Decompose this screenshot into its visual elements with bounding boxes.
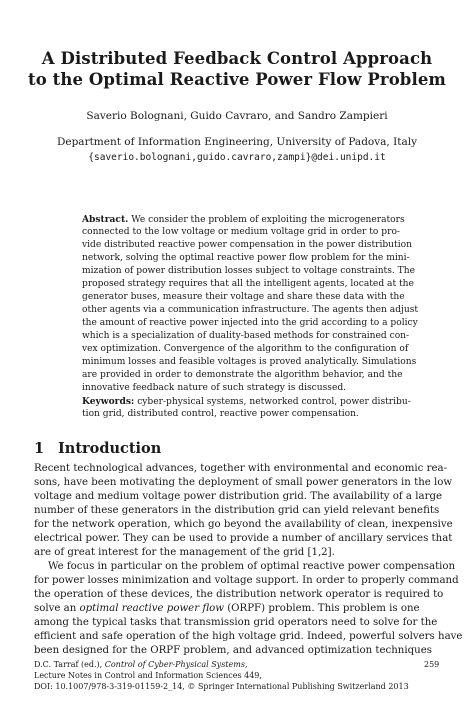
page-number: 259	[424, 660, 440, 669]
section-heading	[34, 440, 161, 457]
abstract-line: which is a specialization of duality-based methods for constrained con-	[82, 331, 410, 341]
abstract-line: generator buses, measure their voltage and share these data with the	[82, 292, 405, 302]
footer-doi: DOI: 10.1007/978-3-319-01159-2_14, © Springer International Publishing Switzerland 2013	[34, 682, 409, 691]
body-line: the operation of these devices, the distribution network operator is required to	[34, 589, 444, 600]
body-line: for power losses minimization and voltage support. In order to properly command	[34, 575, 459, 586]
abstract-line	[82, 214, 405, 225]
abstract-line: are provided in order to demonstrate the algorithm behavior, and the	[82, 370, 403, 380]
body-line: among the typical tasks that transmission grid operators need to solve for the	[34, 617, 438, 628]
abstract-line: vide distributed reactive power compensation in the power distribution	[82, 240, 412, 250]
body-line: number of these generators in the distribution grid can yield relevant benefits	[34, 505, 440, 516]
abstract-line: connected to the low voltage or medium voltage grid in order to pro-	[82, 227, 401, 237]
abstract-first-text: We consider the problem of exploiting the microgenerators	[131, 215, 405, 225]
abstract-line: proposed strategy requires that all the intelligent agents, located at the	[82, 279, 414, 289]
abstract-line: vex optimization. Convergence of the algorithm to the configuration of	[82, 344, 409, 354]
footer-series: Lecture Notes in Control and Information Sciences 449,	[34, 671, 262, 680]
body-line	[34, 603, 420, 614]
keywords-line	[82, 396, 411, 407]
emphasis-text: optimal reactive power flow	[79, 603, 224, 614]
abstract-line: the amount of reactive power injected into the grid according to a policy	[82, 318, 418, 328]
footer-citation	[34, 660, 247, 669]
body-line: electrical power. They can be used to provide a number of ancillary services that	[34, 533, 453, 544]
authors: Saverio Bolognani, Guido Cavraro, and Sandro Zampieri	[86, 110, 388, 122]
body-text: solve an	[34, 603, 80, 614]
body-line: voltage and medium voltage power distribution grid. The availability of a large	[34, 491, 442, 502]
body-text: (ORPF) problem. This problem is one	[223, 603, 420, 614]
footer-book-title: Control of Cyber-Physical Systems,	[104, 660, 248, 669]
body-line: efficient and safe operation of the high voltage grid. Indeed, powerful solvers have	[34, 631, 463, 642]
body-line: Recent technological advances, together with environmental and economic rea-	[34, 463, 448, 474]
abstract-line: minimum losses and feasible voltages is proved analytically. Simulations	[82, 357, 417, 367]
keywords-line: tion grid, distributed control, reactive power compensation.	[82, 409, 359, 419]
email: {saverio.bolognani,guido.cavraro,zampi}@dei.unipd.it	[88, 152, 386, 163]
abstract-line: other agents via a communication infrastructure. The agents then adjust	[82, 305, 419, 315]
footer-editor: D.C. Tarraf (ed.),	[34, 660, 105, 669]
body-line: We focus in particular on the problem of optimal reactive power compensation	[48, 561, 456, 572]
keywords-first-text: cyber-physical systems, networked control, power distribu-	[137, 397, 411, 407]
body-line: for the network operation, which go beyond the availability of clean, inexpensive	[34, 519, 453, 530]
abstract-line: innovative feedback nature of such strategy is discussed.	[82, 383, 347, 393]
keywords-label: Keywords:	[82, 396, 135, 407]
paper-title-line-2: to the Optimal Reactive Power Flow Problem	[28, 70, 446, 89]
body-line: been designed for the ORPF problem, and advanced optimization techniques	[34, 645, 432, 656]
section-title: Introduction	[58, 440, 162, 457]
abstract-label: Abstract.	[82, 214, 129, 225]
paper-title-line-1: A Distributed Feedback Control Approach	[41, 49, 433, 68]
affiliation: Department of Information Engineering, University of Padova, Italy	[56, 136, 418, 148]
body-line: sons, have been motivating the deployment of small power generators in the low	[34, 477, 453, 488]
abstract-line: network, solving the optimal reactive power flow problem for the mini-	[82, 253, 410, 263]
body-line: are of great interest for the management of the grid [1,2].	[34, 547, 335, 558]
section-number: 1	[34, 440, 45, 457]
abstract-line: mization of power distribution losses subject to voltage constraints. The	[82, 266, 415, 276]
